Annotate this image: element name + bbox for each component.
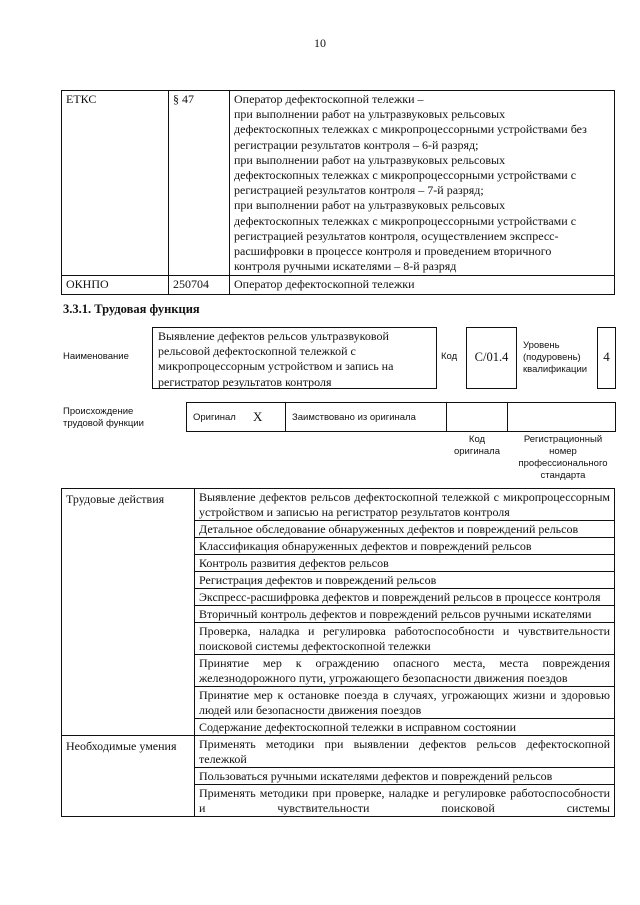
ref-line: контроля ручными искателями – 8-й разряд [234, 259, 457, 274]
original-code-cell [446, 402, 508, 432]
origin-label: Происхождение трудовой функции [63, 406, 144, 429]
labor-function-table [61, 488, 615, 817]
borrowed-cell [285, 402, 447, 432]
registration-number-cell [507, 402, 616, 432]
ref-source: ЕТКС [62, 91, 169, 276]
code-label: Код [441, 351, 458, 362]
original-cell [186, 402, 286, 432]
labor-action-item: Принятие мер к ограждению опасного места, места повреждения железнодорожного пути, угрожающего безопасности движения поездов [195, 655, 615, 687]
name-label: Наименование [63, 351, 129, 362]
page-number: 10 [314, 36, 326, 50]
ref-line: дефектоскопных тележках с микропроцессорными устройствами с [234, 213, 577, 228]
ref-line: расшифровки в процессе контроля и проведением вторичного [234, 244, 552, 259]
labor-action-item: Вторичный контроль дефектов и повреждений рельсов ручными искателями [195, 606, 615, 623]
original-mark: X [253, 409, 263, 424]
labor-action-item: Выявление дефектов рельсов дефектоскопной тележкой с микропроцессорным устройством и записью на регистратор результатов контроля [195, 489, 615, 521]
labor-actions-label: Трудовые действия [62, 489, 195, 736]
level-label: Уровень (подуровень) квалификации [523, 340, 588, 375]
origin-row [186, 402, 616, 432]
original-label: Оригинал [193, 412, 236, 423]
level-value-box: 4 [597, 327, 616, 389]
labor-action-item: Содержание дефектоскопной тележки в исправном состоянии [195, 719, 615, 736]
ref-line: Оператор дефектоскопной тележки – [234, 92, 424, 106]
ref-line: дефектоскопных тележках с микропроцессорными устройствами с [234, 168, 577, 183]
ref-line: при выполнении работ на ультразвуковых рельсовых [234, 198, 506, 213]
ref-line: регистрацией результатов контроля – 7-й разряд; [234, 183, 484, 198]
labor-action-item: Детальное обследование обнаруженных дефектов и повреждений рельсов [195, 521, 615, 538]
table-row [62, 276, 615, 294]
ref-code: § 47 [169, 91, 230, 276]
labor-action-item: Проверка, наладка и регулировка работоспособности и чувствительности поисковой системы дефектоскопной тележки [195, 623, 615, 655]
registration-caption: Регистрационный номер профессионального стандарта [518, 434, 608, 481]
labor-action-item: Классификация обнаруженных дефектов и повреждений рельсов [195, 538, 615, 555]
skill-item: Пользоваться ручными искателями дефектов и повреждений рельсов [195, 768, 615, 785]
ref-line: при выполнении работ на ультразвуковых рельсовых [234, 152, 506, 167]
ref-line: дефектоскопных тележках с микропроцессорными устройствами без [234, 122, 587, 137]
labor-action-item: Экспресс-расшифровка дефектов и повреждений рельсов в процессе контроля [195, 589, 615, 606]
function-code-box: C/01.4 [466, 327, 517, 389]
ref-description [230, 91, 615, 276]
ref-description [230, 276, 615, 294]
code-caption: Код оригинала [453, 434, 500, 457]
skill-item: Применять методики при проверке, наладке и регулировке работоспособности и чувствительности поисковой системы [195, 785, 615, 817]
ref-line: регистрацией результатов контроля, осуществлением экспресс- [234, 228, 559, 243]
reference-table [61, 90, 615, 295]
ref-line: Оператор дефектоскопной тележки [234, 277, 415, 292]
ref-code: 250704 [169, 276, 230, 294]
labor-action-item: Контроль развития дефектов рельсов [195, 555, 615, 572]
function-name-box: Выявление дефектов рельсов ультразвуковой рельсовой дефектоскопной тележкой с микропроцессорным устройством и запись на регистратор результатов контроля [152, 327, 437, 389]
table-row [62, 736, 615, 768]
table-row [62, 91, 615, 276]
labor-action-item: Принятие мер к остановке поезда в случаях, угрожающих жизни и здоровью людей или безопасности движения поездов [195, 687, 615, 719]
labor-action-item: Регистрация дефектов и повреждений рельсов [195, 572, 615, 589]
required-skills-label: Необходимые умения [62, 736, 195, 817]
ref-line: при выполнении работ на ультразвуковых рельсовых [234, 107, 506, 122]
ref-source: ОКНПО [62, 276, 169, 294]
borrowed-label: Заимствовано из оригинала [292, 412, 416, 423]
section-title: 3.3.1. Трудовая функция [63, 302, 200, 316]
table-row [62, 489, 615, 521]
skill-item: Применять методики при выявлении дефектов рельсов дефектоскопной тележкой [195, 736, 615, 768]
ref-line: регистрации результатов контроля – 6-й разряд; [234, 137, 479, 152]
